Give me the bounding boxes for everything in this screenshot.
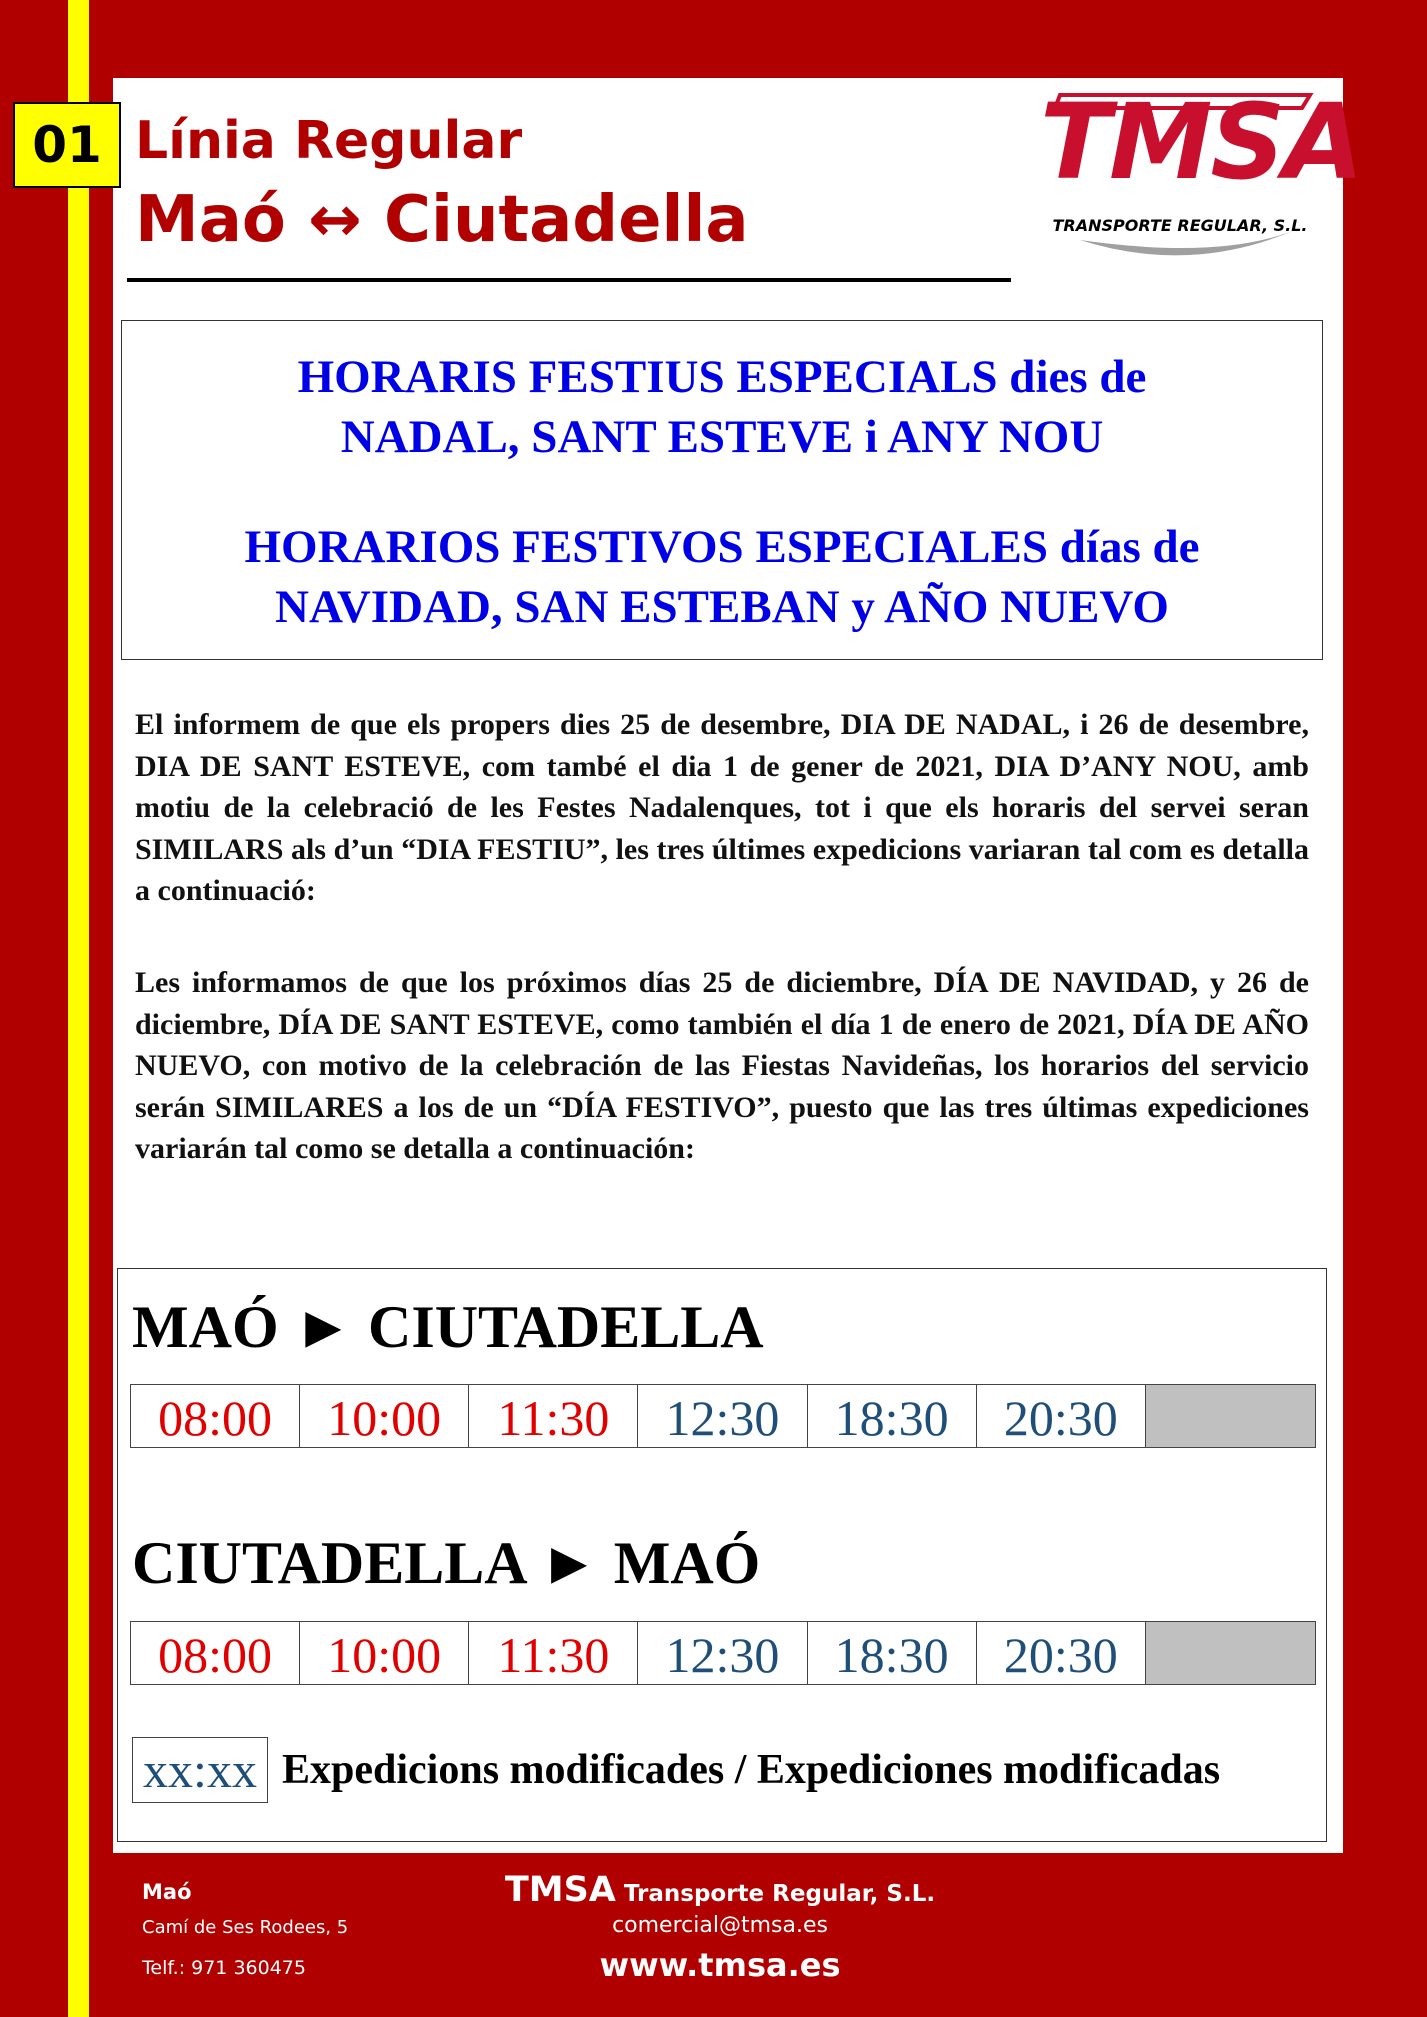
legend bbox=[132, 1736, 1220, 1804]
route-title: Maó ↔ Ciutadella bbox=[135, 183, 749, 257]
time-cell-modified: 12:30 bbox=[638, 1385, 807, 1447]
logo-wordmark: TMSA bbox=[1040, 81, 1362, 203]
time-cell-modified: 20:30 bbox=[977, 1622, 1146, 1684]
yellow-stripe bbox=[68, 0, 89, 2017]
time-cell-modified: 12:30 bbox=[638, 1622, 807, 1684]
footer-company-name: TMSA bbox=[504, 1870, 616, 1910]
legend-sample: xx:xx bbox=[132, 1737, 268, 1803]
footer-address: Camí de Ses Rodees, 5 bbox=[142, 1917, 349, 1938]
notice-ca-line2: NADAL, SANT ESTEVE i ANY NOU bbox=[340, 411, 1104, 463]
schedule-box bbox=[117, 1268, 1327, 1842]
timetable-row-ciutadella-mao bbox=[130, 1621, 1316, 1685]
footer-city: Maó bbox=[142, 1880, 192, 1904]
notice-ca-line1: HORARIS FESTIUS ESPECIALS dies de bbox=[297, 351, 1147, 403]
notice-es-line2: NAVIDAD, SAN ESTEBAN y AÑO NUEVO bbox=[275, 581, 1169, 633]
legend-text: Expedicions modificades / Expediciones modificadas bbox=[282, 1747, 1221, 1793]
time-cell-modified: 18:30 bbox=[808, 1622, 977, 1684]
time-cell: 11:30 bbox=[469, 1622, 638, 1684]
time-cell-modified: 18:30 bbox=[808, 1385, 977, 1447]
time-cell: 10:00 bbox=[300, 1385, 469, 1447]
tmsa-logo bbox=[1040, 81, 1362, 270]
footer-phone: Telf.: 971 360475 bbox=[142, 1957, 306, 1979]
line-label: Línia Regular bbox=[135, 111, 523, 171]
notice-spanish bbox=[122, 517, 1322, 637]
footer-company-rest: Transporte Regular, S.L. bbox=[615, 1881, 936, 1907]
header-divider bbox=[127, 278, 1011, 282]
footer-email-link[interactable]: comercial@tmsa.es bbox=[612, 1913, 828, 1938]
notice-es-line1: HORARIOS FESTIVOS ESPECIALES días de bbox=[244, 521, 1200, 573]
time-cell-empty bbox=[1146, 1622, 1315, 1684]
line-number-badge: 01 bbox=[13, 102, 121, 188]
paragraph-catalan: El informem de que els propers dies 25 de desembre, DIA DE NADAL, i 26 de desembre, DIA DE SANT ESTEVE, com també el dia 1 de gener de 2021, DIA D’ANY NOU, amb motiu de la celebració de les Festes Nadalenques, tot i que els horaris del servei seran SIMILARS als d’un “DIA FESTIU”, les tres últimes expedicions variaran tal com es detalla a continuació: bbox=[135, 708, 1309, 907]
notice-box bbox=[121, 320, 1323, 660]
time-cell-empty bbox=[1146, 1385, 1315, 1447]
time-cell: 10:00 bbox=[300, 1622, 469, 1684]
paragraph-spanish: Les informamos de que los próximos días 25 de diciembre, DÍA DE NAVIDAD, y 26 de diciembre, DÍA DE SANT ESTEVE, como también el día 1 de enero de 2021, DÍA DE AÑO NUEVO, con motivo de la celebración de las Fiestas Navideñas, los horarios del servicio serán SIMILARES a los de un “DÍA FESTIVO”, puesto que las tres últimas expediciones variarán tal como se detalla a continuación: bbox=[135, 966, 1309, 1165]
timetable-row-mao-ciutadella bbox=[130, 1384, 1316, 1448]
time-cell: 08:00 bbox=[131, 1385, 300, 1447]
footer-website-link[interactable]: www.tmsa.es bbox=[599, 1946, 841, 1984]
time-cell: 11:30 bbox=[469, 1385, 638, 1447]
logo-subtitle: TRANSPORTE REGULAR, S.L. bbox=[1052, 216, 1308, 235]
footer-company bbox=[500, 1870, 940, 1910]
direction-title-ciutadella-mao: CIUTADELLA ► MAÓ bbox=[132, 1530, 761, 1596]
direction-title-mao-ciutadella: MAÓ ► CIUTADELLA bbox=[132, 1294, 764, 1360]
time-cell-modified: 20:30 bbox=[977, 1385, 1146, 1447]
notice-catalan bbox=[122, 347, 1322, 467]
time-cell: 08:00 bbox=[131, 1622, 300, 1684]
